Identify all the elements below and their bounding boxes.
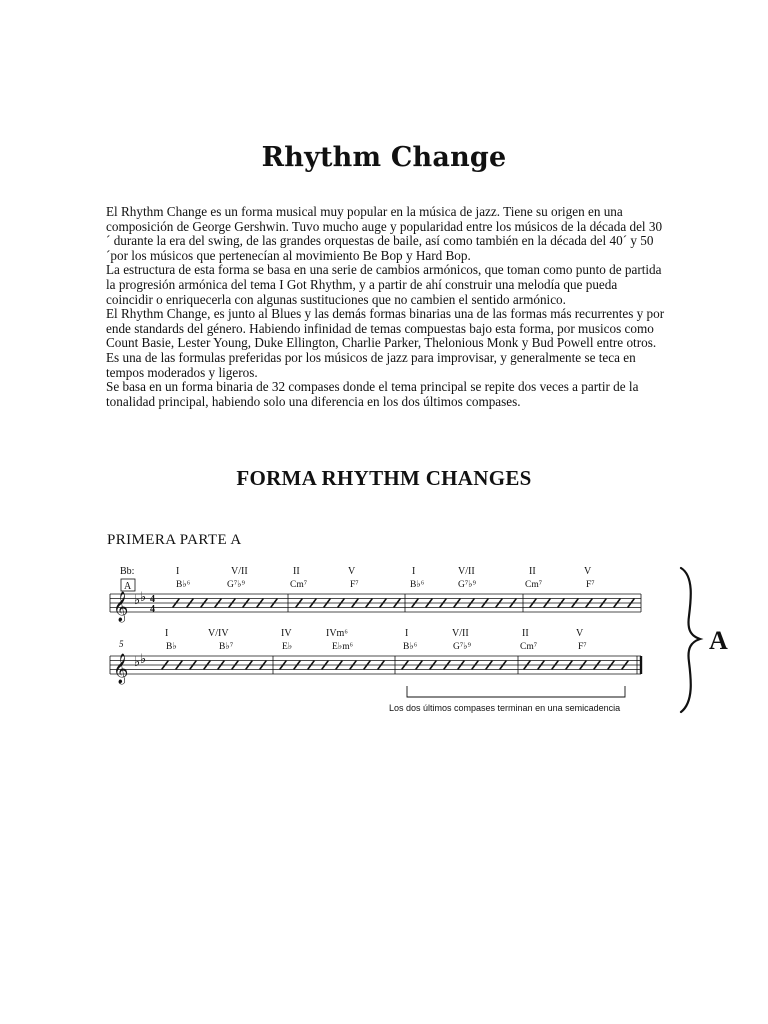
roman-numeral: I [405, 628, 409, 639]
paragraph: El Rhythm Change, es junto al Blues y las demás formas binarias una de las formas más recurrentes y por ende standards del género. Habiendo infinidad de temas compuestas bajo esta forma, por musicos como Count Basie, Lester Young, Duke Ellington, Charlie Parker, Thelonious Monk y Bud Powell entre otros. [106, 306, 665, 351]
body-text [106, 205, 666, 409]
roman-numeral: V/II [231, 566, 248, 577]
chord-symbol: G⁷♭⁹ [453, 642, 471, 652]
chord-symbol: F⁷ [350, 580, 359, 590]
roman-numeral: II [293, 566, 300, 577]
roman-numeral: IVm⁶ [326, 628, 348, 639]
chord-symbol: B♭⁷ [219, 642, 234, 652]
roman-numeral: II [522, 628, 529, 639]
time-signature-bottom: 4 [150, 604, 155, 615]
chord-symbol: F⁷ [586, 580, 595, 590]
chord-symbol: G⁷♭⁹ [227, 580, 245, 590]
section-letter: A [709, 626, 728, 655]
roman-numeral: V/IV [208, 628, 229, 639]
paragraph: El Rhythm Change es un forma musical muy popular en la música de jazz. Tiene su origen en una composición de George Gershwin. Tuvo mucho auge y popularidad entre los músicos de la década del 30´ durante la era del swing, de las grandes orquestas de baile, así como también en la década del 40´ y 50´por los músicos que pertenecían al movimiento Be Bop y Hard Bop. [106, 204, 663, 263]
roman-numeral: V/II [458, 566, 475, 577]
chord-symbol: B♭⁶ [403, 642, 418, 652]
chord-symbol: E♭m⁶ [332, 642, 353, 652]
chord-symbol: B♭⁶ [176, 580, 191, 590]
chord-symbol: Cm⁷ [290, 580, 308, 590]
flat-icon: ♭ [134, 593, 141, 608]
staff-row-2 [110, 656, 641, 674]
section-title: FORMA RHYTHM CHANGES [236, 466, 532, 490]
rehearsal-mark: A [124, 581, 132, 592]
paragraph: La estructura de esta forma se basa en una serie de cambios armónicos, que toman como punto de partida la progresión armónica del tema I Got Rhythm, y a partir de ahí construir una melodía que pueda coincidir o enriquecerla con algunas sustituciones que no cambien el sentido armónico. [106, 262, 662, 307]
measure-bracket [407, 686, 625, 697]
paragraph: Se basa en un forma binaria de 32 compases donde el tema principal se repite dos veces a partir de la tonalidad principal, habiendo solo una diferencia en los dos últimos compases. [106, 379, 639, 409]
time-signature-top: 4 [150, 594, 155, 605]
roman-numeral: I [165, 628, 169, 639]
roman-numeral: V [348, 566, 356, 577]
chord-symbol: G⁷♭⁹ [458, 580, 476, 590]
chord-symbol: Cm⁷ [525, 580, 543, 590]
subsection-title: PRIMERA PARTE A [107, 532, 242, 548]
roman-numeral: IV [281, 628, 292, 639]
page-title: Rhythm Change [261, 142, 507, 173]
treble-clef-icon: 𝄞 [113, 654, 129, 684]
measure-number: 5 [119, 639, 124, 649]
chord-symbol: B♭⁶ [410, 580, 425, 590]
flat-icon: ♭ [134, 655, 141, 670]
flat-icon: ♭ [140, 590, 147, 605]
roman-numeral: V [576, 628, 584, 639]
key-label: Bb: [120, 566, 135, 577]
roman-numeral: V [584, 566, 592, 577]
roman-numeral: I [176, 566, 180, 577]
chord-symbol: F⁷ [578, 642, 587, 652]
lead-sheet-score [100, 560, 768, 720]
chord-symbol: E♭ [282, 642, 293, 652]
chord-symbol: Cm⁷ [520, 642, 538, 652]
treble-clef-icon: 𝄞 [113, 592, 129, 622]
chord-symbol: B♭ [166, 642, 177, 652]
brace-icon [681, 568, 700, 712]
paragraph: Es una de las formulas preferidas por los músicos de jazz para improvisar, y generalmente se teca en tempos moderados y ligeros. [106, 349, 636, 380]
roman-numeral: I [412, 566, 416, 577]
flat-icon: ♭ [140, 652, 147, 667]
annotation-text: Los dos últimos compases terminan en una semicadencia [389, 703, 621, 713]
roman-numeral: II [529, 566, 536, 577]
roman-numeral: V/II [452, 628, 469, 639]
